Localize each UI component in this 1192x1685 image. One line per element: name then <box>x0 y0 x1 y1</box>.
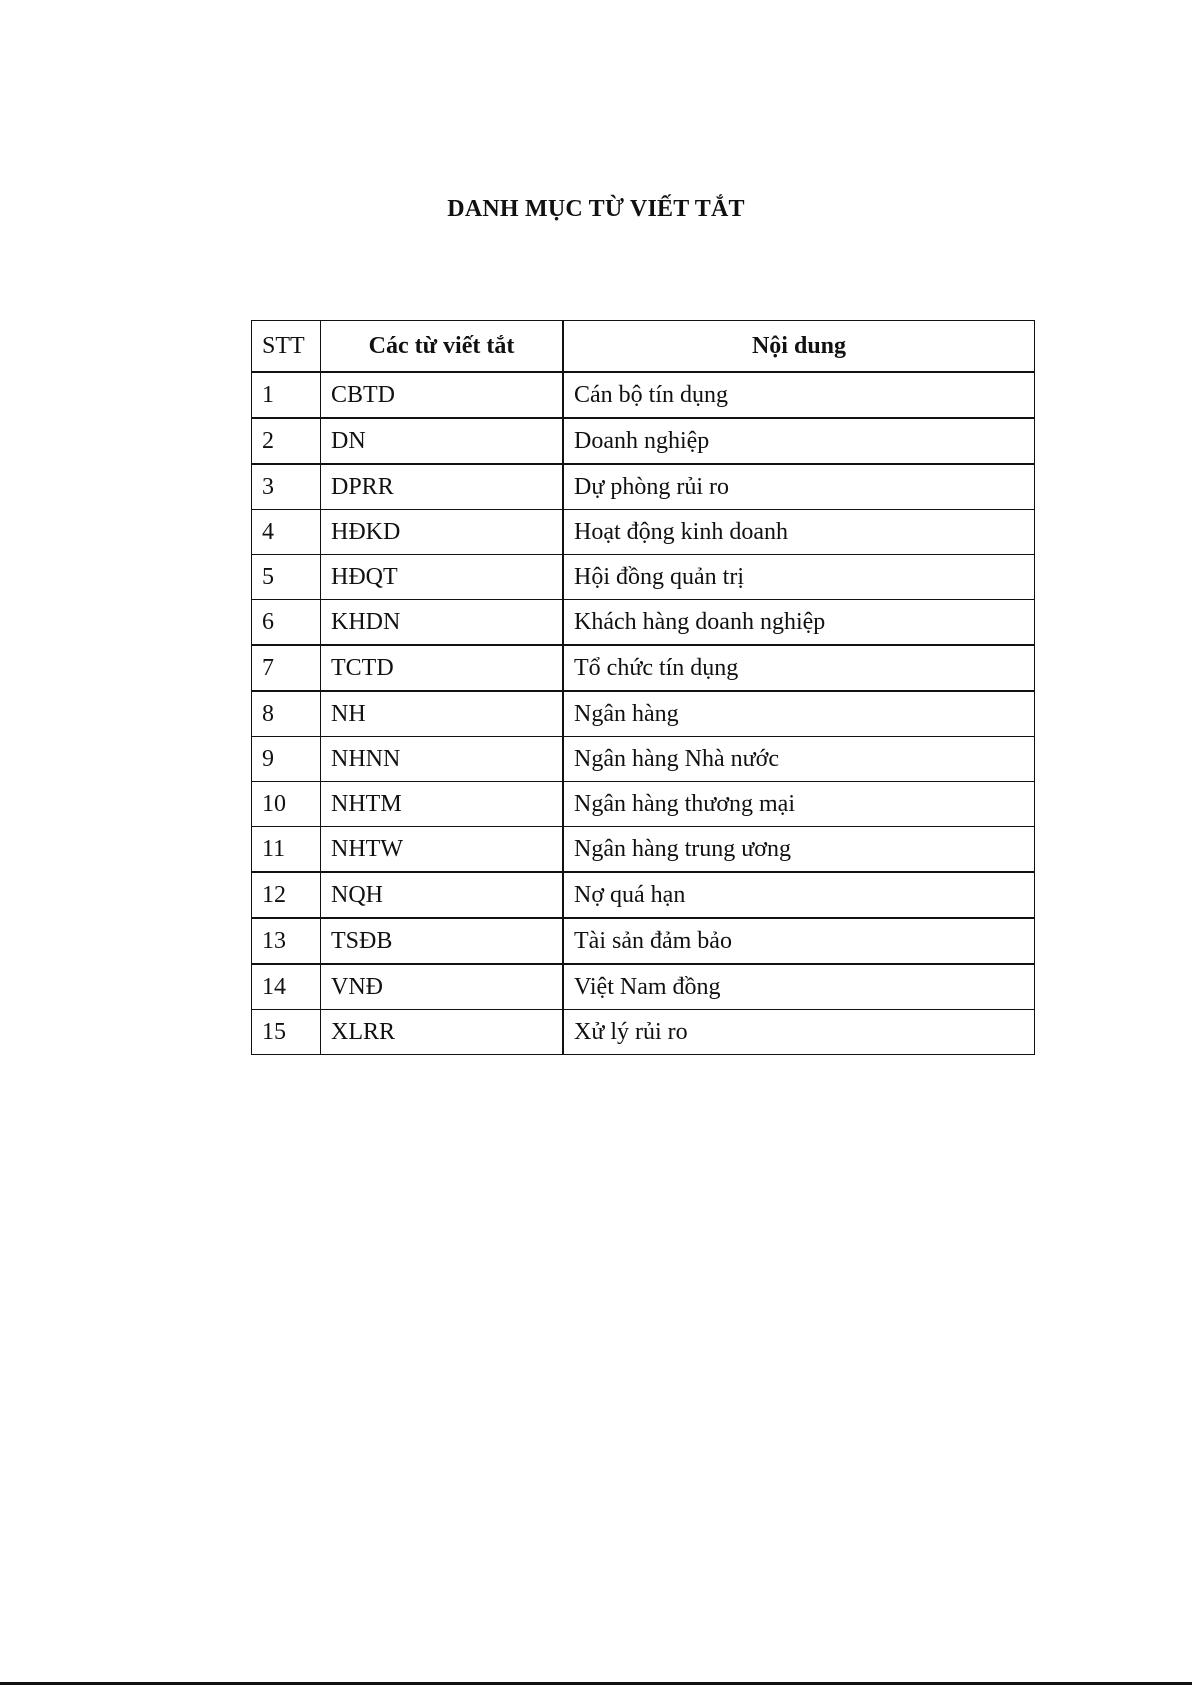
row-meaning: Khách hàng doanh nghiệp <box>563 600 1035 646</box>
row-stt: 5 <box>252 555 321 600</box>
row-meaning: Tài sản đảm bảo <box>563 918 1035 964</box>
row-abbreviation: CBTD <box>321 372 564 418</box>
row-meaning: Ngân hàng trung ương <box>563 827 1035 873</box>
row-abbreviation: TCTD <box>321 645 564 691</box>
row-abbreviation: NHTW <box>321 827 564 873</box>
table-row <box>252 510 1035 555</box>
row-abbreviation: DN <box>321 418 564 464</box>
row-meaning: Hoạt động kinh doanh <box>563 510 1035 555</box>
row-abbreviation: HĐKD <box>321 510 564 555</box>
row-meaning: Nợ quá hạn <box>563 872 1035 918</box>
row-abbreviation: DPRR <box>321 464 564 510</box>
page-title: DANH MỤC TỪ VIẾT TẮT <box>447 196 745 222</box>
row-stt: 11 <box>252 827 321 873</box>
table-row <box>252 645 1035 691</box>
row-abbreviation: KHDN <box>321 600 564 646</box>
row-abbreviation: NHNN <box>321 737 564 782</box>
row-stt: 7 <box>252 645 321 691</box>
header-meaning: Nội dung <box>563 321 1035 373</box>
row-meaning: Xử lý rủi ro <box>563 1010 1035 1055</box>
row-abbreviation: NQH <box>321 872 564 918</box>
table-row <box>252 600 1035 646</box>
row-stt: 6 <box>252 600 321 646</box>
row-stt: 1 <box>252 372 321 418</box>
table-row <box>252 827 1035 873</box>
table-header-row <box>252 321 1035 373</box>
row-stt: 8 <box>252 691 321 737</box>
row-meaning: Ngân hàng thương mại <box>563 782 1035 827</box>
table-row <box>252 782 1035 827</box>
row-meaning: Ngân hàng Nhà nước <box>563 737 1035 782</box>
row-abbreviation: NHTM <box>321 782 564 827</box>
table-row <box>252 872 1035 918</box>
row-abbreviation: VNĐ <box>321 964 564 1010</box>
row-abbreviation: TSĐB <box>321 918 564 964</box>
row-meaning: Hội đồng quản trị <box>563 555 1035 600</box>
table-row <box>252 918 1035 964</box>
row-abbreviation: HĐQT <box>321 555 564 600</box>
table-row <box>252 737 1035 782</box>
row-stt: 3 <box>252 464 321 510</box>
row-abbreviation: NH <box>321 691 564 737</box>
header-abbreviation: Các từ viết tắt <box>321 321 564 373</box>
table-row <box>252 964 1035 1010</box>
row-meaning: Việt Nam đồng <box>563 964 1035 1010</box>
row-meaning: Dự phòng rủi ro <box>563 464 1035 510</box>
row-meaning: Doanh nghiệp <box>563 418 1035 464</box>
row-meaning: Cán bộ tín dụng <box>563 372 1035 418</box>
row-stt: 9 <box>252 737 321 782</box>
row-meaning: Tổ chức tín dụng <box>563 645 1035 691</box>
table-row <box>252 418 1035 464</box>
table-row <box>252 372 1035 418</box>
row-meaning: Ngân hàng <box>563 691 1035 737</box>
row-stt: 14 <box>252 964 321 1010</box>
table-row <box>252 555 1035 600</box>
row-stt: 2 <box>252 418 321 464</box>
row-stt: 15 <box>252 1010 321 1055</box>
header-stt: STT <box>252 321 321 373</box>
table-row <box>252 1010 1035 1055</box>
row-stt: 13 <box>252 918 321 964</box>
table-row <box>252 464 1035 510</box>
row-stt: 4 <box>252 510 321 555</box>
table-row <box>252 691 1035 737</box>
row-stt: 10 <box>252 782 321 827</box>
abbreviation-table <box>251 320 1035 1055</box>
row-stt: 12 <box>252 872 321 918</box>
row-abbreviation: XLRR <box>321 1010 564 1055</box>
